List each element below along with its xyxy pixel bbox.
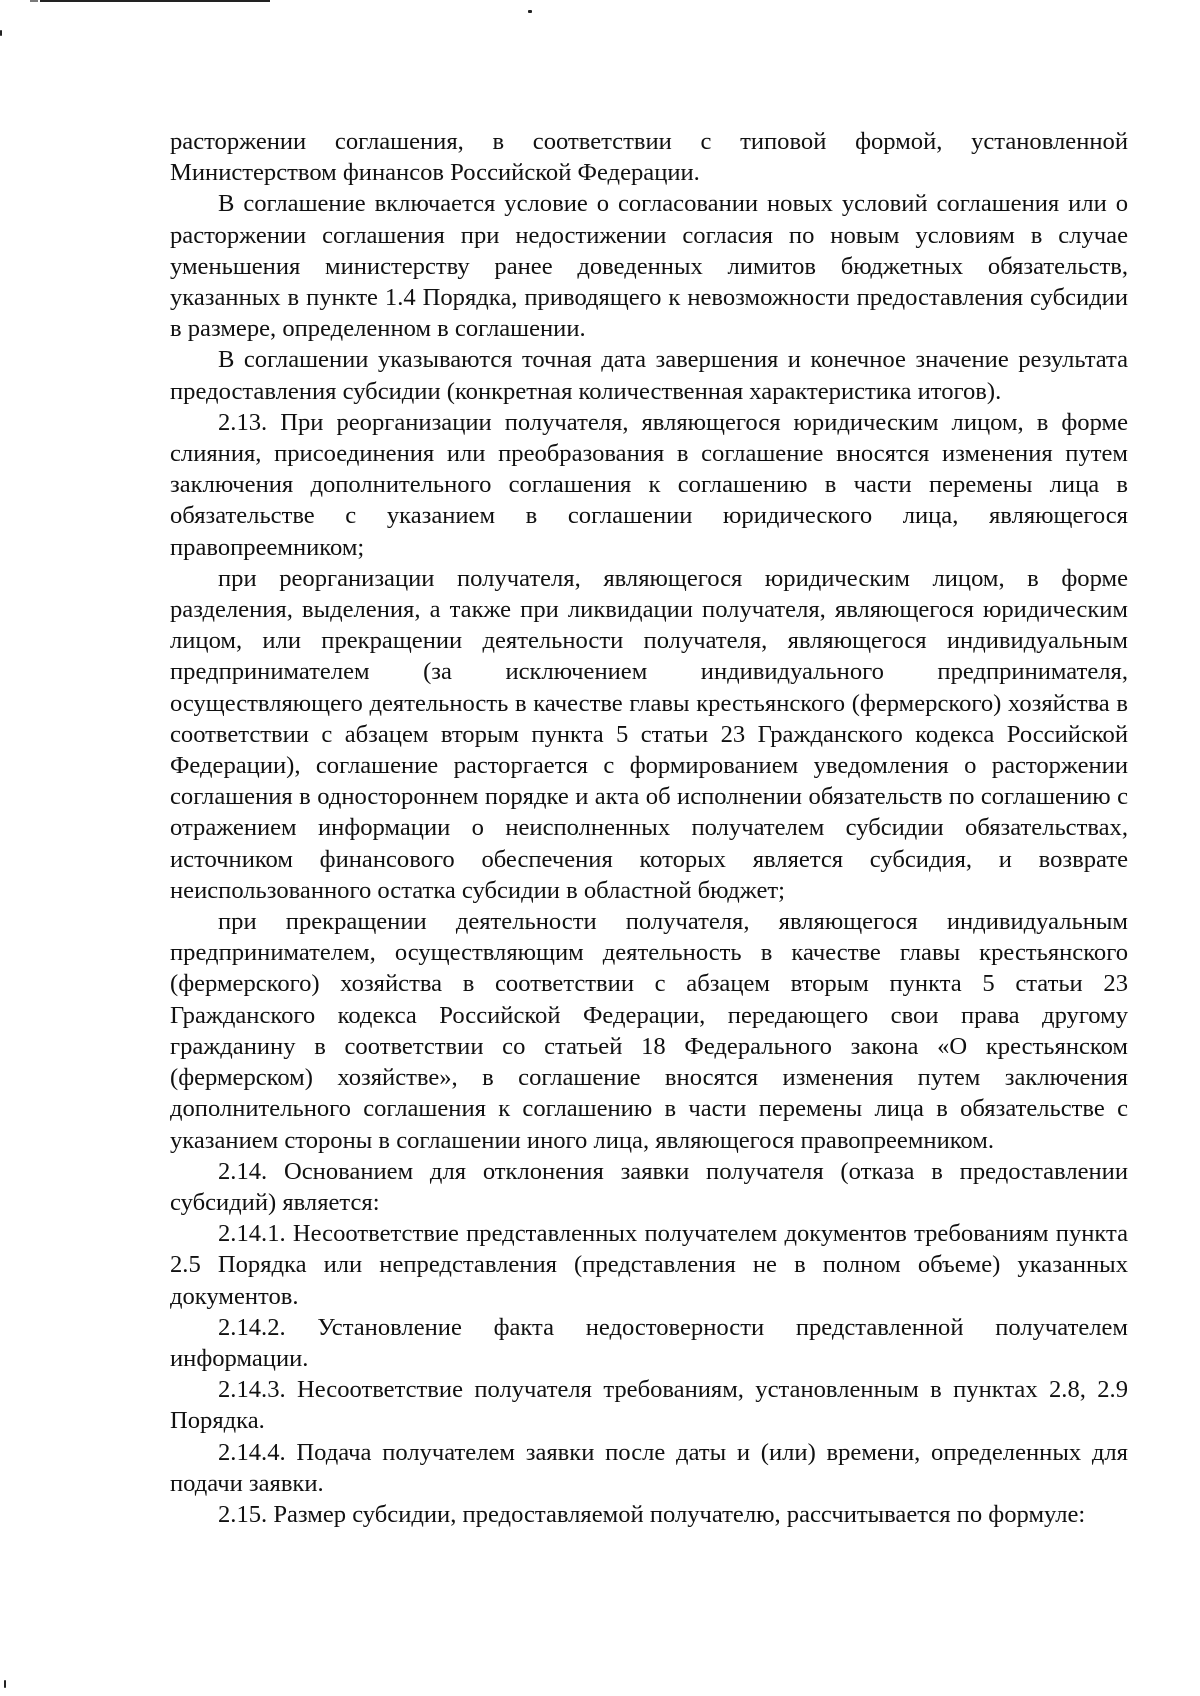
scan-artifact-line — [40, 0, 270, 2]
paragraph-2-14-1: 2.14.1. Несоответствие представленных получателем документов требованиям пункта 2.5 Порядка или непредставления (представления не в полном объеме) указанных документов. — [170, 1220, 1128, 1310]
paragraph-2-14-3: 2.14.3. Несоответствие получателя требованиям, установленным в пунктах 2.8, 2.9 Порядка. — [170, 1376, 1128, 1435]
scan-artifact-dot — [0, 30, 2, 36]
scan-artifact-dot — [4, 1680, 6, 1688]
paragraph-2-14: 2.14. Основанием для отклонения заявки получателя (отказа в предоставлении субсидий) является: — [170, 1157, 1128, 1216]
scan-artifact-dot — [528, 10, 532, 13]
paragraph-reorganization-separation: при реорганизации получателя, являющегося юридическим лицом, в форме разделения, выделения, а также при ликвидации получателя, являющегося юридическим лицом, или прекращении деятельности получателя, являющегося индивидуальным предпринимателем (за исключением индивидуального предпринимателя, осуществляющего деятельность в качестве главы крестьянского (фермерского) хозяйства в соответствии с абзацем вторым пункта 5 статьи 23 Гражданского кодекса Российской Федерации), соглашение расторгается с формированием уведомления о расторжении соглашения в одностороннем порядке и акта об исполнении обязательств по соглашению с отражением информации о неисполненных получателем субсидии обязательствах, источником финансового обеспечения которых является субсидия, и возврате неиспользованного остатка субсидии в областной бюджет; — [170, 564, 1128, 904]
paragraph-completion-date: В соглашении указываются точная дата завершения и конечное значение результата предоставления субсидии (конкретная количественная характеристика итогов). — [170, 346, 1128, 405]
paragraph-2-13: 2.13. При реорганизации получателя, являющегося юридическим лицом, в форме слияния, присоединения или преобразования в соглашение вносятся изменения путем заключения дополнительного соглашения к соглашению в части перемены лица в обязательстве с указанием в соглашении юридического лица, являющегося правопреемником; — [170, 408, 1128, 561]
document-body — [170, 126, 1128, 1530]
paragraph-agreement-condition: В соглашение включается условие о согласовании новых условий соглашения или о расторжении соглашения при недостижении согласия по новым условиям в случае уменьшения министерству ранее доведенных лимитов бюджетных обязательств, указанных в пункте 1.4 Порядка, приводящего к невозможности предоставления субсидии в размере, определенном в соглашении. — [170, 190, 1128, 343]
paragraph-agreement-termination-form: расторжении соглашения, в соответствии с типовой формой, установленной Министерством финансов Российской Федерации. — [170, 128, 1128, 187]
paragraph-2-14-4: 2.14.4. Подача получателем заявки после даты и (или) времени, определенных для подачи заявки. — [170, 1438, 1128, 1497]
paragraph-2-14-2: 2.14.2. Установление факта недостоверности представленной получателем информации. — [170, 1313, 1128, 1372]
paragraph-2-15: 2.15. Размер субсидии, предоставляемой получателю, рассчитывается по формуле: — [218, 1500, 1086, 1528]
paragraph-farm-termination: при прекращении деятельности получателя, являющегося индивидуальным предпринимателем, осуществляющим деятельность в качестве главы крестьянского (фермерского) хозяйства в соответствии с абзацем вторым пункта 5 статьи 23 Гражданского кодекса Российской Федерации, передающего свои права другому гражданину в соответствии со статьей 18 Федерального закона «О крестьянском (фермерском) хозяйстве», в соглашение вносятся изменения путем заключения дополнительного соглашения к соглашению в части перемены лица в обязательстве с указанием стороны в соглашении иного лица, являющегося правопреемником. — [170, 908, 1128, 1154]
scan-artifact-mark — [30, 0, 38, 2]
